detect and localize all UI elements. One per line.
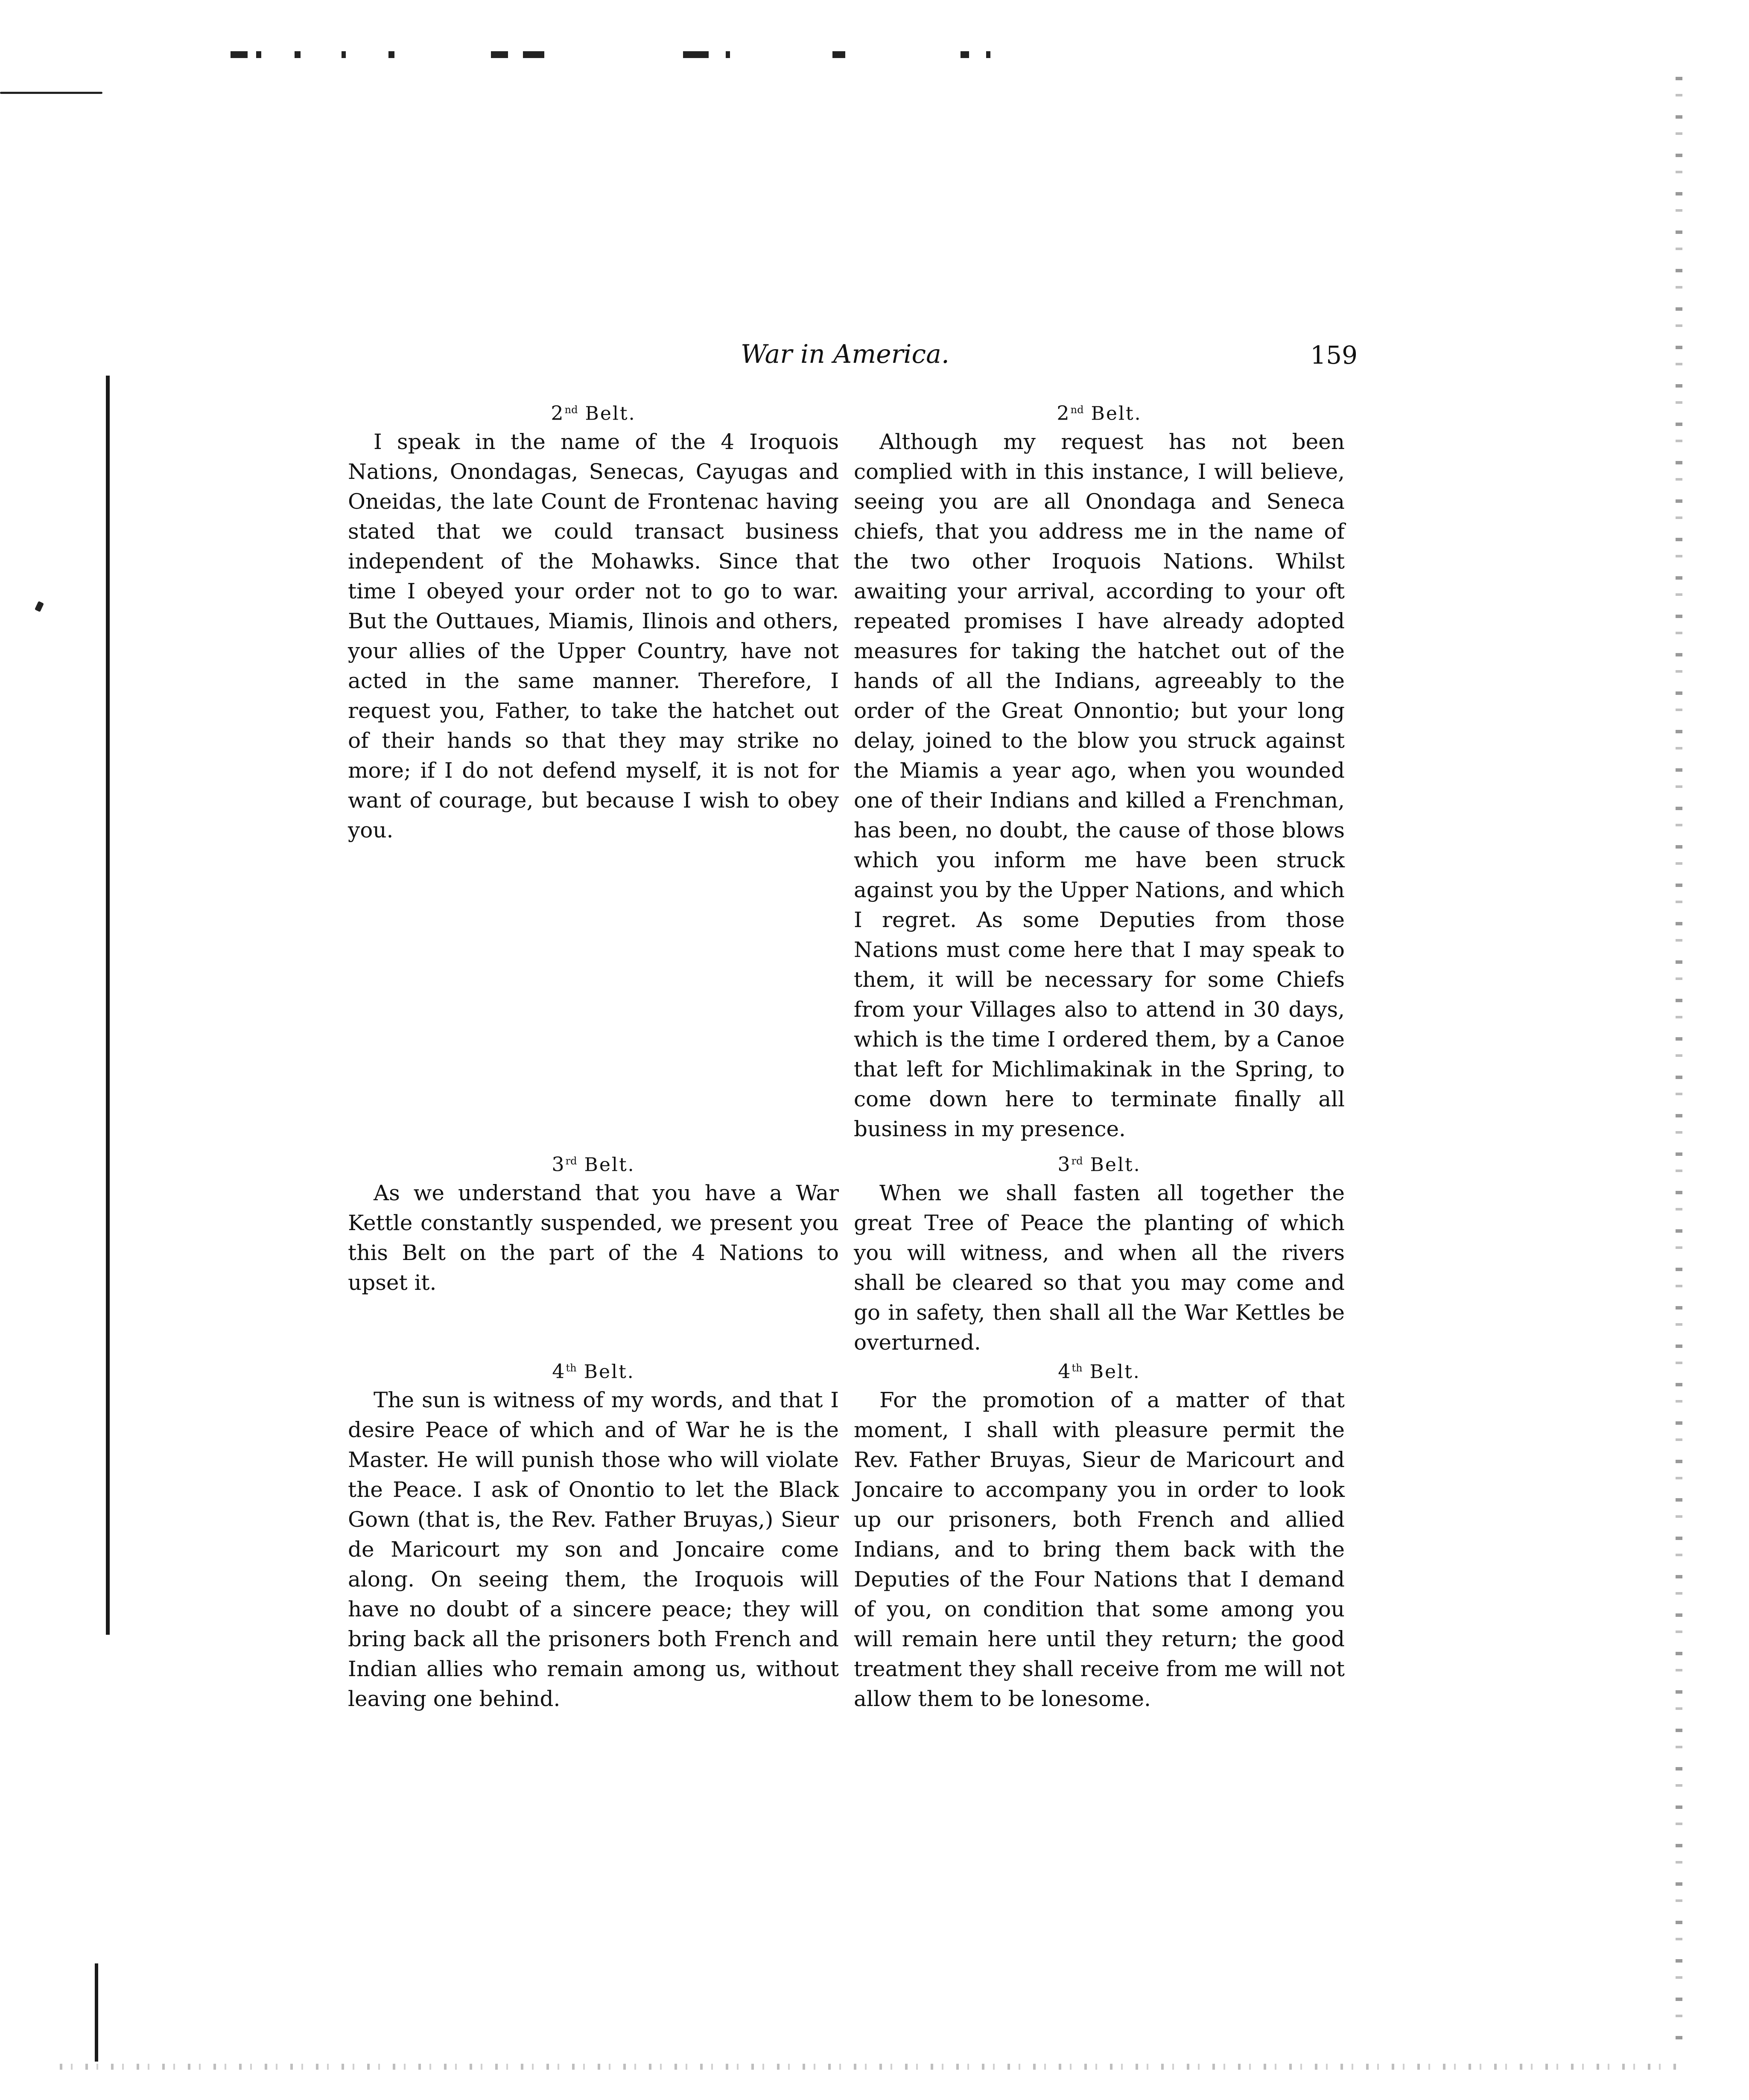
scan-artifact-mark xyxy=(35,601,44,612)
section-heading: 3rd Belt. xyxy=(1057,1152,1141,1176)
page-number: 159 xyxy=(1310,341,1358,370)
scan-artifact-mark xyxy=(0,92,102,94)
scan-artifact-top xyxy=(0,43,1749,68)
paragraph: Although my request has not been complied with in this instance, I will believe, seeing you are all Onondaga and Seneca chiefs, that you address me in the name of the two other Iroquois Nations. Whilst awaiting your arrival, according to your oft repeated promises I have already adopted measures for taking the hatchet out of the hands of all the Indians, agreeably to the order of the Great Onnontio; but your long delay, joined to the blow you struck against the Miamis a year ago, when you wounded one of their Indians and killed a Frenchman, has been, no doubt, the cause of those blows which you inform me have been struck against you by the Upper Nations, and which I regret. As some Deputies from those Nations must come here that I may speak to them, it will be necessary for some Chiefs from your Villages also to attend in 30 days, which is the time I ordered them, by a Canoe that left for Michlimakinak in the Spring, to come down here to terminate finally all business in my presence. xyxy=(854,429,1345,1141)
scan-artifact-bottom xyxy=(60,2064,1682,2070)
paragraph: I speak in the name of the 4 Iroquois Nations, Onondagas, Senecas, Cayugas and Oneidas, the late Count de Frontenac having stated that we could transact business independent of the Mohawks. Since that time I obeyed your order not to go to war. But the Outtaues, Miamis, Ilinois and others, your allies of the Upper Country, have not acted in the same manner. Therefore, I request you, Father, to take the hatchet out of their hands so that they may strike no more; if I do not defend myself, it is not for want of courage, but because I wish to obey you. xyxy=(348,429,839,843)
paragraph: As we understand that you have a War Kettle constantly suspended, we present you this Belt on the part of the 4 Nations to upset it. xyxy=(348,1181,839,1295)
running-title: War in America. xyxy=(741,339,949,369)
paragraph: The sun is witness of my words, and that I desire Peace of which and of War he is the Master. He will punish those who will violate the Peace. I ask of Onontio to let the Black Gown (that is, the Rev. Father Bruyas,) Sieur de Maricourt my son and Joncaire come along. On seeing them, the Iroquois will have no doubt of a sincere peace; they will bring back all the prisoners both French and Indian allies who remain among us, without leaving one behind. xyxy=(348,1388,839,1711)
paragraph: For the promotion of a matter of that moment, I shall with pleasure permit the Rev. Father Bruyas, Sieur de Maricourt and Joncaire to accompany you in order to look up our prisoners, both French and allied Indians, and to bring them back with the Deputies of the Four Nations that I demand of you, on condition that some among you will remain here until they return; the good treatment they shall receive from me will not allow them to be lonesome. xyxy=(854,1388,1345,1711)
margin-rule xyxy=(106,376,110,1635)
section-heading: 2nd Belt. xyxy=(1057,401,1142,425)
section-heading: 4th Belt. xyxy=(552,1359,635,1383)
section-heading: 3rd Belt. xyxy=(552,1152,635,1176)
paragraph: When we shall fasten all together the great Tree of Peace the planting of which you will witness, and when all the rivers shall be cleared so that you may come and go in safety, then shall all the War Kettles be overturned. xyxy=(854,1181,1345,1355)
section-heading: 2nd Belt. xyxy=(551,401,636,425)
section-heading: 4th Belt. xyxy=(1058,1359,1141,1383)
scan-artifact-right xyxy=(1676,77,1682,2040)
scan-artifact-mark xyxy=(95,1963,98,2062)
